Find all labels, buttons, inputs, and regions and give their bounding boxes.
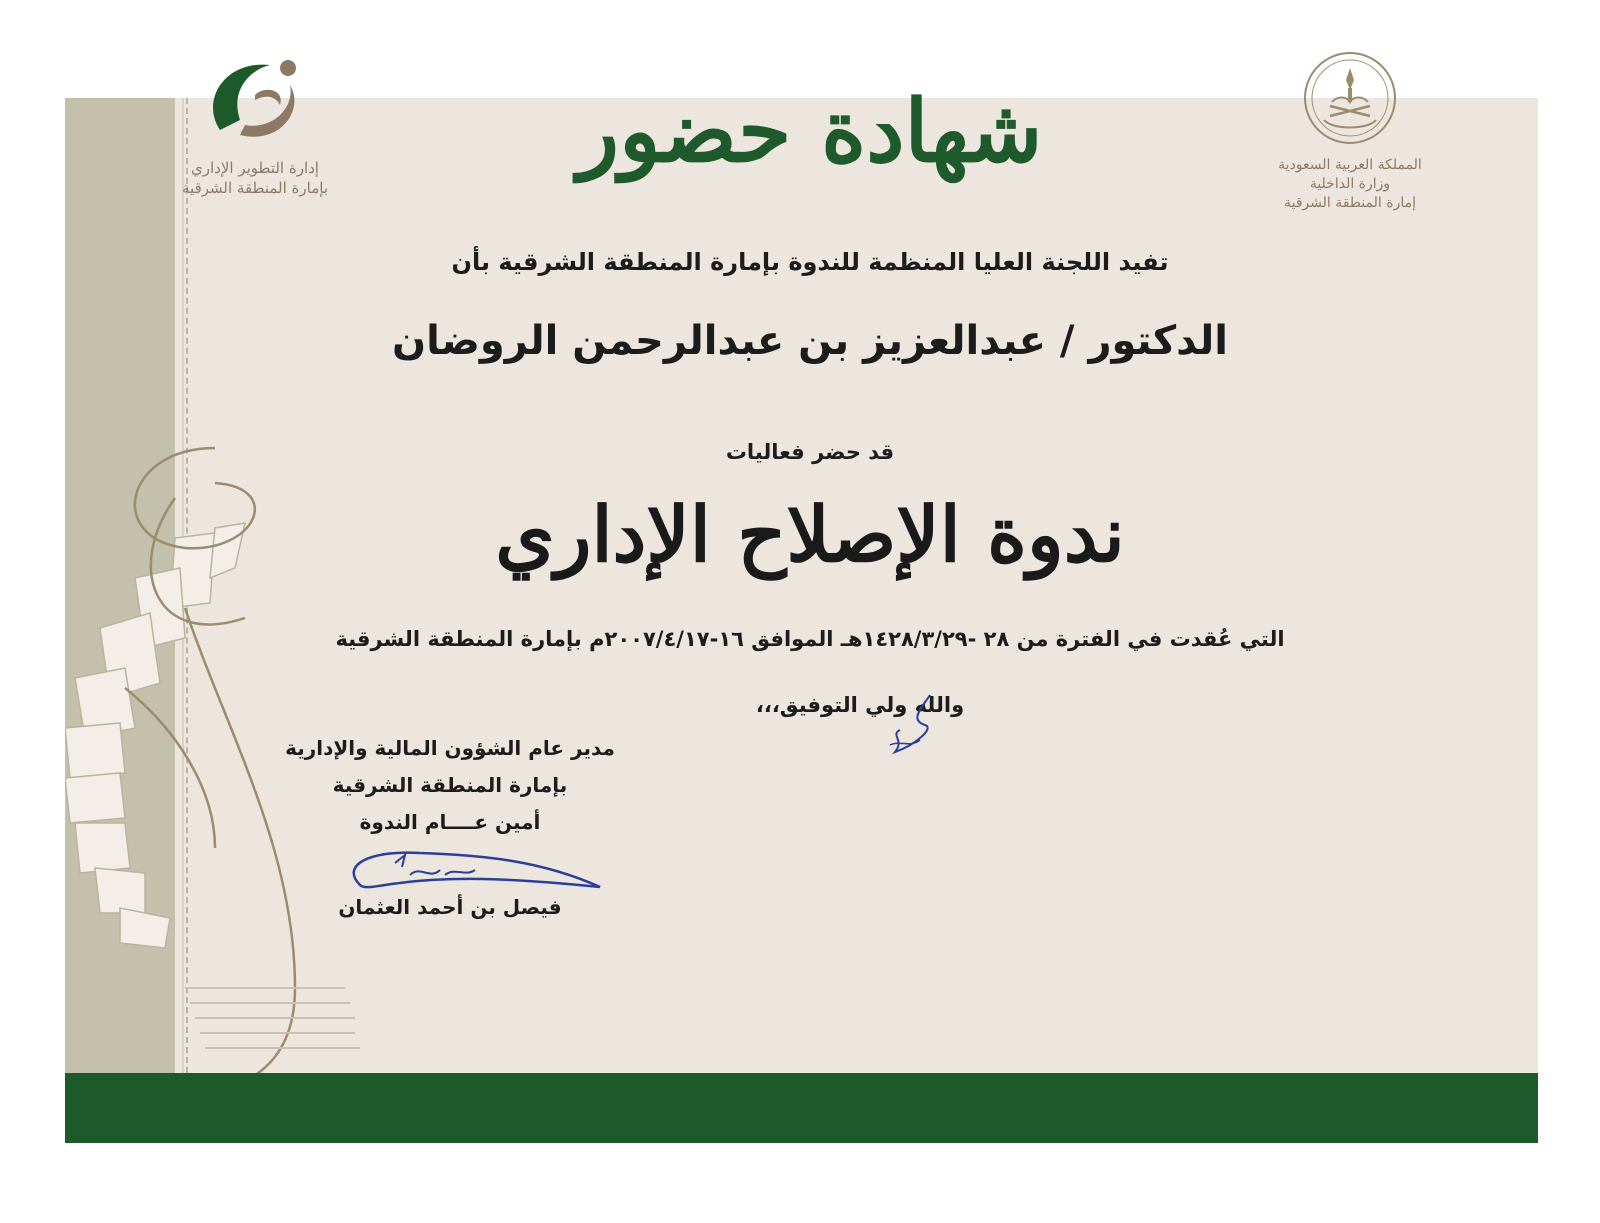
initials-signature: [880, 690, 950, 760]
signatory-name: فيصل بن أحمد العثمان: [338, 895, 562, 919]
intro-text: تفيد اللجنة العليا المنظمة للندوة بإمارة المنطقة الشرقية بأن: [451, 248, 1169, 276]
handwritten-signature: [280, 845, 610, 905]
emblem-line-2: وزارة الداخلية: [1309, 176, 1391, 192]
recipient-name: الدكتور / عبدالعزيز بن عبدالرحمن الروضان: [392, 318, 1228, 364]
certificate-title: شهادة حضور: [577, 81, 1043, 182]
signatory-role-3: أمين عــــام الندوة: [359, 810, 541, 834]
event-details: التي عُقدت في الفترة من ٢٨ -١٤٢٨/٣/٢٩هـ الموافق ١٦-٢٠٠٧/٤/١٧م بإمارة المنطقة الشرقية: [335, 627, 1285, 651]
emblem-line-1: المملكة العربية السعودية: [1278, 157, 1422, 173]
attended-text: قد حضر فعاليات: [725, 440, 895, 464]
development-logo-icon: [200, 50, 310, 150]
logo-line-2: بإمارة المنطقة الشرقية: [182, 179, 328, 197]
logo-line-1: إدارة التطوير الإداري: [191, 159, 319, 177]
seminar-title: ندوة الإصلاح الإداري: [495, 490, 1125, 579]
bottom-band: [65, 1073, 1538, 1143]
signatory-role-2: بإمارة المنطقة الشرقية: [332, 773, 568, 797]
emblem-line-3: إمارة المنطقة الشرقية: [1284, 195, 1416, 211]
closing-text: والله ولي التوفيق،،،: [755, 693, 965, 717]
signatory-role-1: مدير عام الشؤون المالية والإدارية: [285, 736, 615, 760]
